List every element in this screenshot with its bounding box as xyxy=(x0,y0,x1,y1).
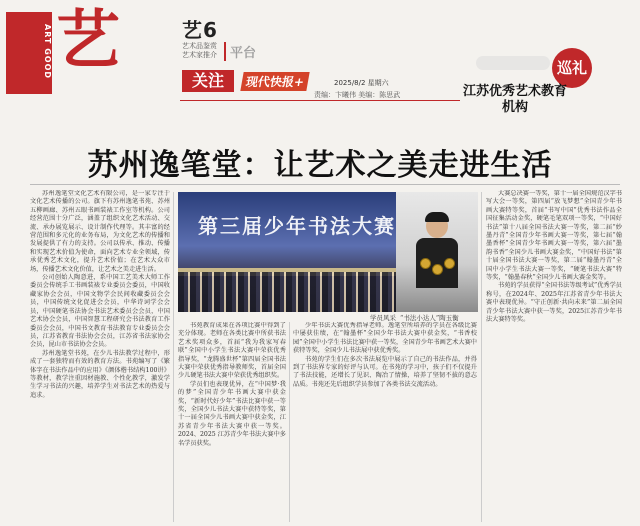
medal-icon xyxy=(432,264,443,275)
left-photo-caption: 学员风采 xyxy=(370,314,396,322)
article-headline: 苏州逸笔堂：让艺术之美走进生活 xyxy=(87,148,553,183)
brush-stroke-decoration xyxy=(476,56,550,70)
article-column-1 xyxy=(30,190,170,522)
focus-badge: 关注 xyxy=(182,70,234,92)
crowd xyxy=(178,272,396,312)
section-platform: 平台 xyxy=(224,42,256,61)
column-divider xyxy=(173,192,174,522)
student-portrait xyxy=(396,192,478,312)
editors-credit: 责编：卞曦伟 美编：陈思武 xyxy=(314,91,401,99)
medal-icon xyxy=(420,258,431,269)
publication-date: 2025/8/2 星期六 xyxy=(334,79,389,87)
paragraph: 书苑教育成果在各项比赛中得到了充分体现。老师在各类比赛中所获书法艺术奖项众多，首届“我为我家写春联”全国中小学生书法大赛中荣获优秀指导奖，“龙腾盛世杯”第四届全国书法大赛中荣获优秀指导教师奖，首届全国少儿硬笔书法大赛中荣获优秀组织奖。 xyxy=(178,322,286,380)
paragraph: 书苑的学员获得“全国书法等级考试”优秀学员称号，在2024年、2025年江苏省青少年书法大赛中表现优异。“守正创新·共向未来”第二届全国青少年书法大赛中获一等奖，2025江苏青少年书法大赛特等奖。 xyxy=(486,282,622,324)
art-good-logo xyxy=(6,12,52,94)
ceremony-photo xyxy=(178,192,396,312)
paragraph: 大赛总决赛一等奖，第十一届全国规范汉字书写大会一等奖，第四届“放飞梦想”全国青少年书画大赛特等奖，首届“书写中国”优秀书法作品全国征集活动金奖，硬笔毛笔双项一等奖，“中国好书法”第十八届全国书法大赛一等奖，第二届“妙墨丹青”全国青少年书画大赛一等奖，第七届“翰墨香杯”全国青少年书画大赛一等奖，第六届“墨韵书香”全国少儿书画大赛金奖，“中国好书法”第十届全国书法大赛一等奖，第二届“翰墨丹青”全国中小学生书法大赛一等奖，“硬笔书法大赛”特等奖，“翰墨春秋”全国少儿书画大赛金奖等。 xyxy=(486,190,622,282)
paragraph: 书苑的学生们在多次书法展览中展示了自己的书法作品，并得到了书法界专家的好评与认可。在书苑的学习中，孩子们不仅提升了书法技能，还增长了见识、陶冶了情操，培养了坚韧不拔的意志品质。书苑还先后组织学员参加了各类书法交流活动。 xyxy=(293,355,477,388)
logo-letters: ART GOOD xyxy=(43,24,52,80)
column-divider xyxy=(289,322,290,522)
photo-banner-text: 第三届少年书法大赛 xyxy=(198,214,396,238)
article-column-4 xyxy=(486,190,622,522)
series-title: 江苏优秀艺术教育机构 xyxy=(462,84,567,115)
student-figure xyxy=(416,214,458,306)
article-column-3 xyxy=(293,322,477,522)
section-subtitle: 艺术品鉴赏 艺术家推介 xyxy=(182,42,217,59)
xunli-seal: 巡礼 xyxy=(552,48,592,88)
headline-rule xyxy=(30,184,620,185)
masthead-rule xyxy=(180,100,460,101)
express-label: 现代快报+ xyxy=(240,72,309,91)
paragraph: 苏州逸笔堂书苑，在少儿书法教学过程中，形成了一套独特而有效的教育方法。书苑编写了《繁体字在书法作品中的应用》《颜体楷书结构100讲》等教材，教学注重因材施教、个性化教学，激发学生学习书法的兴趣，培养学生对书法艺术的热爱与追求。 xyxy=(30,349,170,399)
column-divider xyxy=(481,192,482,522)
paragraph: 少年书法大赛优秀指导老师。逸笔堂所培养的学员在各级比赛中屡获佳绩，在“翰墨杯”全国少年书法大赛中获金奖，“书香校园”全国中小学生书法比赛中获一等奖，全国青少年书画艺术大赛中获特等奖，全国少儿书法展中获优秀奖。 xyxy=(293,322,477,355)
art-logo-glyph: 艺 xyxy=(56,4,120,78)
medal-icon xyxy=(444,258,455,269)
hair xyxy=(425,212,449,222)
article-column-2 xyxy=(178,322,286,522)
right-photo-caption: “书法小达人”陶玉衡 xyxy=(400,314,459,322)
paragraph: 苏州逸笔堂文化艺术有限公司，是一家专注于文化艺术传播的公司。旗下有苏州逸笔书苑、苏州五柳画廊、苏州五眼书画装裱工作室等机构。公司经营范围十分广泛，涵盖了组织文化艺术活动、交流、承办展览展示、设计制作代理等。其丰富的经营范围和多元化的业务布局，为文化艺术的传播和发展提供了有力的支持。公司以传承、推动、传播和实现艺术价值为使命，面向艺术专业全领域，传承优秀艺术文化，提升艺术价值；在艺术大众市场，传播艺术文化价值，让艺术之美走进生活。 xyxy=(30,190,170,273)
paragraph: 公司创始人陶意进，系中国工艺美术大师工作委员会传统手工书画装裱专业委员会委员，中国收藏家协会会员，中国文物学会民间收藏委员会会员，中国传统文化促进会会员，中华诗词学会会员，中国硬笔书法协会书法艺术委员会会员，中国艺术协会会员，中国智慧工程研究会书法教育工作委员会会员，中国书文教育书法教育专业委员会会员，江苏省教育书法协会会员，江苏省书法家协会会员，昆山市书法协会会员。 xyxy=(30,274,170,349)
paragraph: 学员们也表现优异，在“中国梦·我的梦”全国青少年书画大赛中获金奖，“新时代好少年”书法比赛中获一等奖，全国少儿书法大赛中获特等奖，第十一届全国少儿书画大赛中获金奖，江苏省青少年书法大赛中获一等奖。2024、2025 江苏青少年书法大赛中多名学员获奖。 xyxy=(178,380,286,447)
section-title: 艺6 xyxy=(182,18,218,42)
